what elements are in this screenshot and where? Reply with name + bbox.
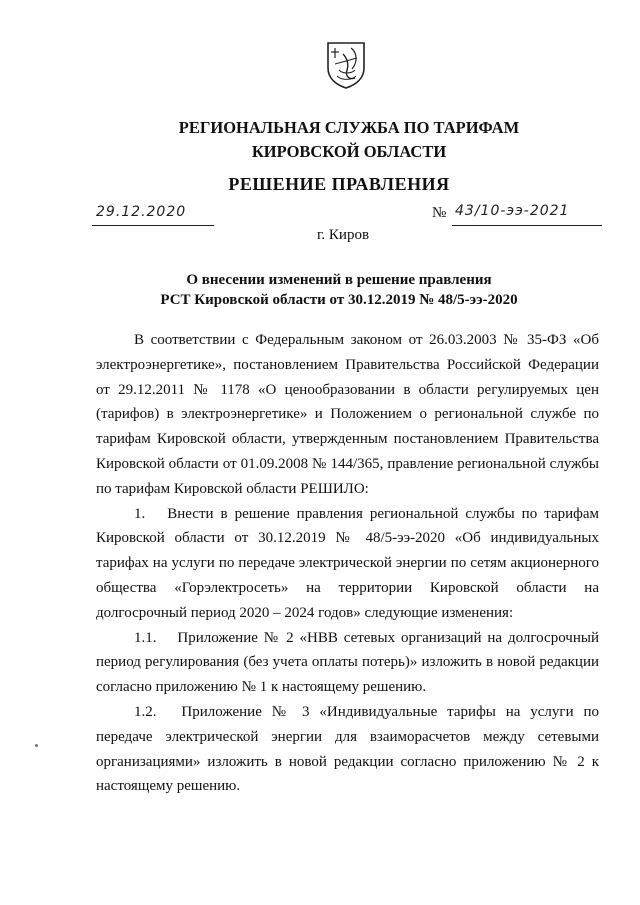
city-line [0, 227, 640, 244]
document-body [96, 328, 599, 799]
coat-of-arms-icon [325, 40, 367, 90]
clause-1-2-paragraph: 1.2. Приложение № 3 «Индивидуальные тарифы на услуги по передаче электрической энергии для взаиморасчетов между сетевыми организациями» изложить в новой редакции согласно приложению № 2 к настоящему решению. [96, 703, 599, 795]
date-underline [92, 225, 214, 226]
subject-line1: О внесении изменений в решение правления [186, 272, 492, 288]
scan-speck [35, 744, 38, 747]
clause-1-paragraph: 1. Внести в решение правления региональной службы по тарифам Кировской области от 30.12.2019 № 48/5-ээ-2020 «Об индивидуальных тарифах на услуги по передаче электрической энергии по сетям акционерного общества «Горэлектросеть» на территории Кировской области на долгосрочный период 2020 – 2024 годов» следующие изменения: [96, 505, 599, 621]
organization-title [0, 116, 640, 164]
org-title-line1: РЕГИОНАЛЬНАЯ СЛУЖБА ПО ТАРИФАМ [178, 118, 520, 137]
city-text: г. Киров [316, 227, 370, 243]
decision-title [0, 174, 640, 195]
decision-subject [0, 270, 640, 310]
number-sign: № [432, 205, 447, 221]
subject-line2: РСТ Кировской области от 30.12.2019 № 48/5-ээ-2020 [160, 292, 518, 308]
preamble-paragraph: В соответствии с Федеральным законом от 26.03.2003 № 35-ФЗ «Об электроэнергетике», постановлением Правительства Российской Федерации от 29.12.2011 № 1178 «О ценообразовании в области регулируемых цен (тарифов) в электроэнергетике» и Положением о региональной службе по тарифам Кировской области, утвержденным постановлением Правительства Кировской области от 01.09.2008 № 144/365, правление региональной службы по тарифам Кировской области РЕШИЛО: [96, 332, 599, 497]
clause-1-1-paragraph: 1.1. Приложение № 2 «НВВ сетевых организаций на долгосрочный период регулирования (без учета оплаты потерь)» изложить в новой редакции согласно приложению № 1 к настоящему решению. [96, 629, 599, 696]
number-underline [452, 225, 602, 226]
decision-title-text: РЕШЕНИЕ ПРАВЛЕНИЯ [228, 174, 450, 194]
handwritten-number: 43/10-ээ-2021 [455, 203, 570, 219]
org-title-line2: КИРОВСКОЙ ОБЛАСТИ [251, 142, 447, 161]
handwritten-date: 29.12.2020 [96, 204, 187, 220]
